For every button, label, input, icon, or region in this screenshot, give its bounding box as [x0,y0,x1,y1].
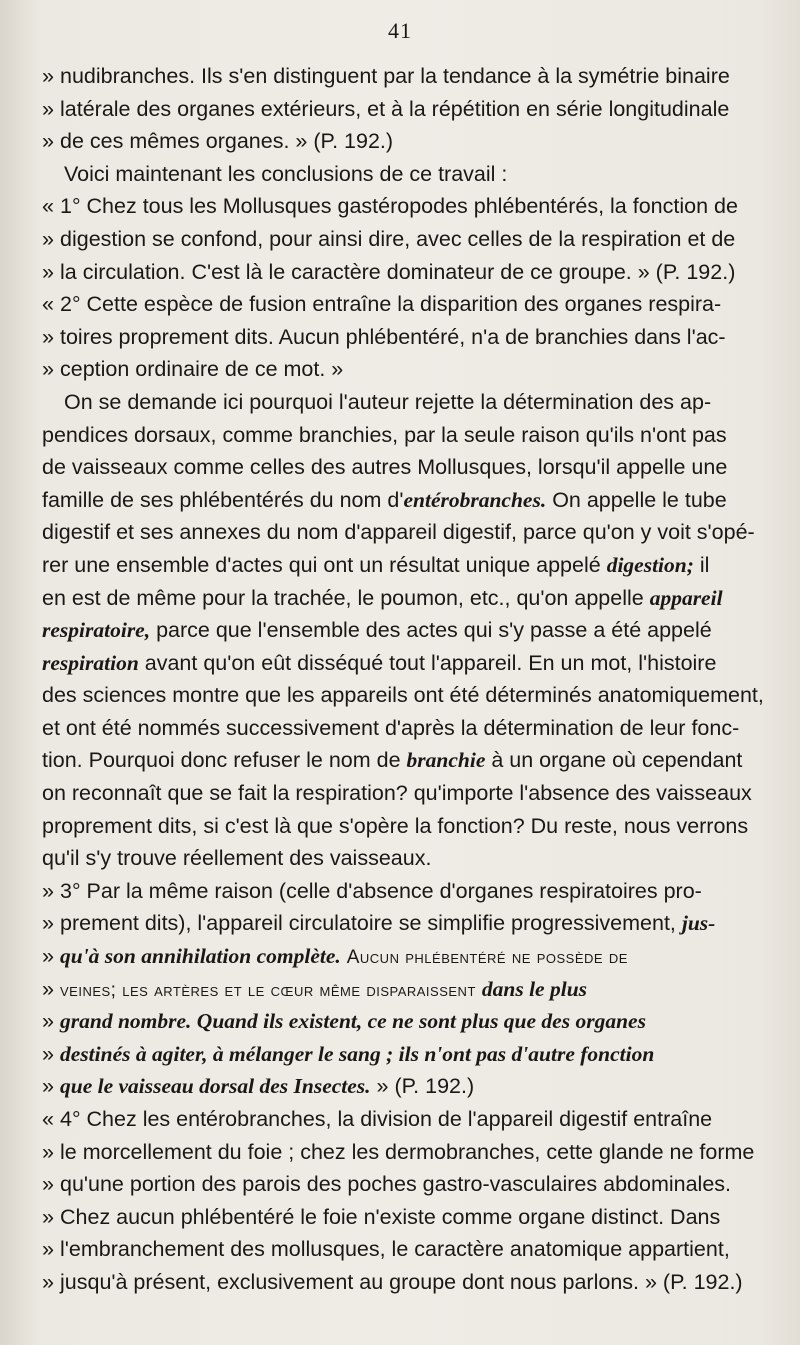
line-text: de ces mêmes organes. » (P. 192.) [60,129,394,154]
text-line [42,93,772,126]
text-line [42,419,772,452]
text-line [42,288,772,321]
line-text: proprement dits, si c'est là que s'opère la fonction? Du reste, nous verrons [42,813,749,838]
italic-text: dans le plus [481,976,588,1001]
text-line [42,1038,772,1071]
quote-mark: » [42,129,54,154]
quote-mark: » [42,911,54,936]
text-line [42,810,772,843]
small-caps-text: veines; les artères et le cœur même disparaissent [60,979,476,1001]
text-line [42,1005,772,1038]
text-line [42,353,772,386]
line-text: latérale des organes extérieurs, et à la répétition en série longitudinale [60,96,730,121]
quote-mark: » [42,1139,54,1164]
line-text: le morcellement du foie ; chez les dermobranches, cette glande ne forme [60,1139,755,1164]
italic-text: grand nombre. Quand ils existent, ce ne sont plus que des organes [60,1009,646,1034]
text-line [42,1201,772,1234]
text-line [42,60,772,93]
line-text: il [693,552,710,577]
page-number: 41 [388,18,412,43]
line-text: ception ordinaire de ce mot. » [60,357,344,382]
line-text: parce que l'ensemble des actes qui s'y passe a été appelé [150,618,712,643]
line-text: rer une ensemble d'actes qui ont un résultat unique appelé [42,552,607,577]
text-line [42,842,772,875]
quote-mark: » [42,878,54,903]
line-text: à un organe où cependant [485,748,743,773]
line-text: de vaisseaux comme celles des autres Mollusques, lorsqu'il appelle une [42,455,728,480]
italic-text: destinés à agiter, à mélanger le sang ; ils n'ont pas d'autre fonction [60,1041,655,1066]
quote-mark: » [42,226,54,251]
quote-mark: » [42,96,54,121]
text-line [42,386,772,419]
quote-mark: « [42,1107,54,1131]
quote-mark: » [42,1237,54,1262]
text-line [42,744,772,777]
text-line [42,190,772,223]
text-line [42,907,772,940]
quote-mark: » [42,944,54,969]
text-line [42,614,772,647]
quote-mark: » [42,357,54,382]
line-text: nudibranches. Ils s'en distinguent par la tendance à la symétrie binaire [60,64,730,88]
quote-mark: » [42,976,54,1001]
text-line [42,1103,772,1136]
text-line [42,1233,772,1266]
text-line [42,1070,772,1103]
body-text [42,60,772,1299]
italic-text: entérobranches. [403,487,547,512]
text-line [42,940,772,973]
text-line [42,321,772,354]
text-line [42,549,772,582]
line-text: jusqu'à présent, exclusivement au groupe dont nous parlons. » (P. 192.) [60,1269,743,1294]
text-line [42,1168,772,1201]
text-line [42,647,772,680]
italic-text: jus- [681,911,716,936]
line-text: prement dits), l'appareil circulatoire se simplifie progressivement, [60,911,682,936]
text-line [42,256,772,289]
italic-text: appareil [649,585,723,610]
line-text: pendices dorsaux, comme branchies, par la seule raison qu'ils n'ont pas [42,422,727,447]
line-text: toires proprement dits. Aucun phlébentéré, n'a de branchies dans l'ac- [60,324,726,349]
text-line [42,158,772,191]
quote-mark: » [42,1172,54,1197]
line-text: digestif et ses annexes du nom d'appareil digestif, parce qu'on y voit s'opé- [42,520,755,545]
line-text: Voici maintenant les conclusions de ce travail : [64,161,508,186]
italic-text: respiration [42,650,139,675]
line-text: 3° Par la même raison (celle d'absence d'organes respiratoires pro- [60,878,702,903]
text-line [42,223,772,256]
line-text: qu'une portion des parois des poches gastro-vasculaires abdominales. [60,1172,732,1197]
line-text: et ont été nommés successivement d'après la détermination de leur fonc- [42,715,740,740]
text-line [42,582,772,615]
quote-mark: » [42,1041,54,1066]
line-text: l'embranchement des mollusques, le caractère anatomique appartient, [60,1237,730,1262]
quote-mark: » [42,64,54,88]
italic-text: digestion; [606,552,694,577]
line-text: 1° Chez tous les Mollusques gastéropodes phlébentérés, la fonction de [60,194,738,219]
quote-mark: » [42,1009,54,1034]
text-line [42,1266,772,1299]
text-line [42,875,772,908]
italic-text: respiratoire, [42,618,151,643]
line-text: la circulation. C'est là le caractère dominateur de ce groupe. » (P. 192.) [60,259,736,284]
line-text: digestion se confond, pour ainsi dire, avec celles de la respiration et de [60,226,736,251]
text-line [42,712,772,745]
quote-mark: » [42,1269,54,1294]
text-line [42,516,772,549]
text-line [42,1136,772,1169]
line-text: On se demande ici pourquoi l'auteur rejette la détermination des ap- [64,389,712,414]
line-text: on reconnaît que se fait la respiration? qu'importe l'absence des vaisseaux [42,781,752,806]
line-text: » (P. 192.) [370,1074,475,1099]
text-line [42,777,772,810]
line-text: tion. Pourquoi donc refuser le nom de [42,748,407,773]
line-text: On appelle le tube [546,487,727,512]
text-line [42,484,772,517]
line-text: Chez aucun phlébentéré le foie n'existe comme organe distinct. Dans [60,1204,721,1229]
text-line [42,451,772,484]
line-text: en est de même pour la trachée, le poumon, etc., qu'on appelle [42,585,650,610]
line-text: des sciences montre que les appareils ont été déterminés anatomiquement, [42,683,764,708]
italic-text: branchie [406,748,486,773]
line-text: 2° Cette espèce de fusion entraîne la disparition des organes respira- [60,292,722,317]
text-line [42,125,772,158]
quote-mark: « [42,194,54,219]
line-text: 4° Chez les entérobranches, la division de l'appareil digestif entraîne [60,1107,713,1131]
small-caps-text: Aucun phlébentéré ne possède de [346,947,628,969]
quote-mark: » [42,259,54,284]
line-text: avant qu'on eût disséqué tout l'appareil. En un mot, l'histoire [138,650,717,675]
italic-text: qu'à son annihilation complète. [60,944,341,969]
quote-mark: » [42,324,54,349]
line-text: qu'il s'y trouve réellement des vaisseaux. [42,846,432,871]
quote-mark: » [42,1204,54,1229]
quote-mark: « [42,292,54,317]
text-line [42,679,772,712]
text-line [42,973,772,1006]
quote-mark: » [42,1074,54,1099]
line-text: famille de ses phlébentérés du nom d' [42,487,404,512]
italic-text: que le vaisseau dorsal des Insectes. [60,1074,371,1099]
